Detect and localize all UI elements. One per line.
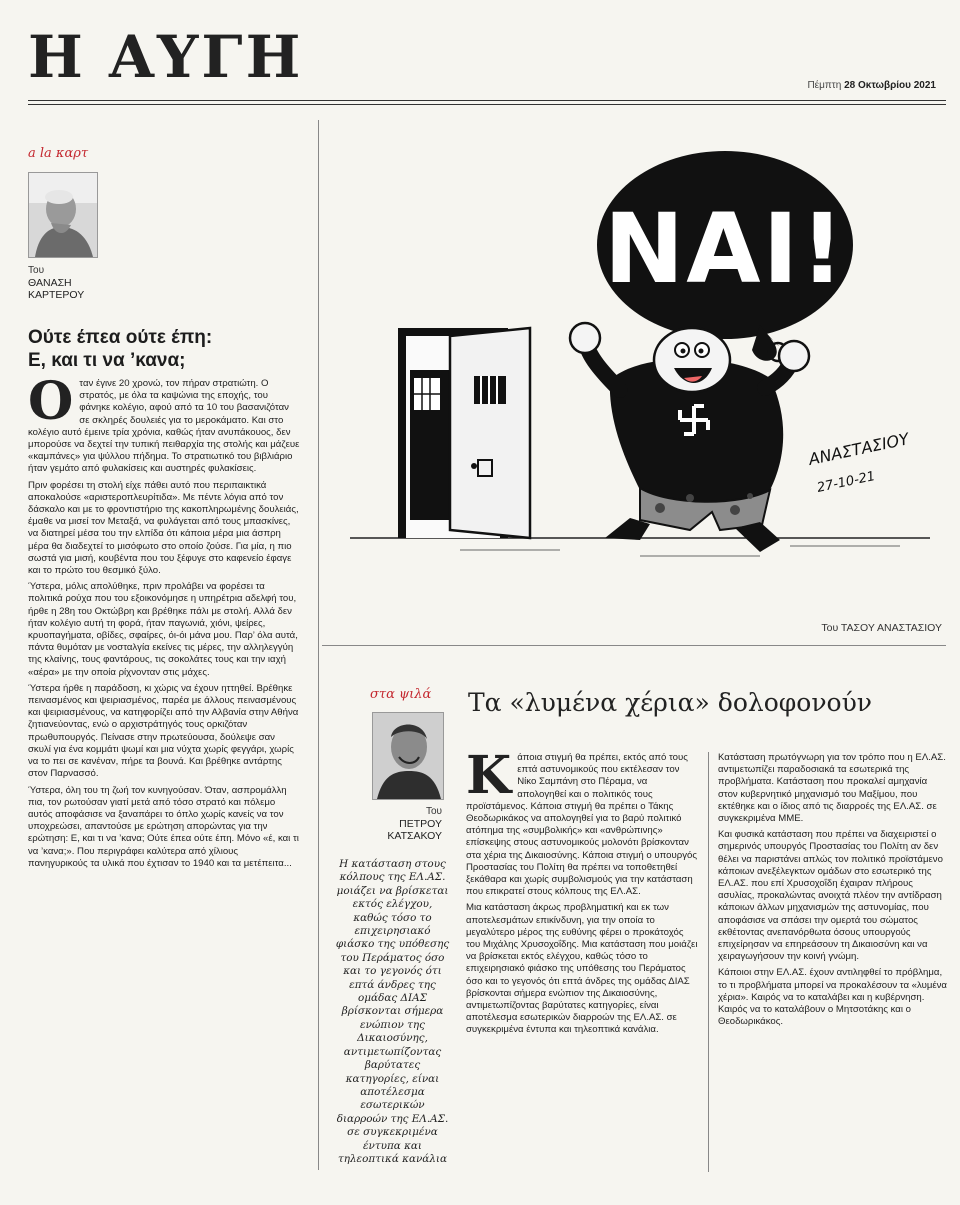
second-article-col2 xyxy=(718,752,948,1172)
cartoon-illustration xyxy=(340,120,940,620)
author-prefix: Του xyxy=(28,265,45,276)
second-col1-paragraph-1: άποια στιγμή θα πρέπει, εκτός από τους επτά αστυνομικούς που εκτέλεσαν τον Νίκο Σαμπάνη στο Πέραμα, να απολογηθεί και ο πολιτικός τους προϊστάμενος. Κάποια στιγμή θα πρέπει ο Τάκης Θεοδωρικάκος να απολογηθεί για το βαρύ πολιτικό ατόπημα της «συμβολικής» και «ανθρώπινης» επίσκεψης στους αστυνομικούς μολονότι βρίσκονταν στα χέρια της Δικαιοσύνης. Κάποια στιγμή ο υπουργός Προστασίας του Πολίτη θα πρέπει να τοποθετηθεί ξεκάθαρα και χωρίς συμβολισμούς για την κατάσταση που επικρατεί στους κόλπους της ΕΛ.ΑΣ. xyxy=(466,752,697,898)
second-dropcap: Κ xyxy=(466,752,512,806)
cartoon-credit xyxy=(821,622,942,634)
cartoon-divider xyxy=(322,645,946,646)
cartoon-credit-prefix: Του xyxy=(821,622,839,634)
masthead: Η ΑΥΓΗ xyxy=(28,23,304,91)
author-byline-katsakos xyxy=(372,806,442,842)
author-first-name: ΠΕΤΡΟΥ xyxy=(399,818,442,830)
second-article-col1 xyxy=(466,752,698,1172)
second-col1-paragraph-2: Μια κατάσταση άκρως προβληματική και εκ των αποτελεσμάτων επικίνδυνη, για την οποία το μεγαλύτερο μέρος της ευθύνης φέρει ο προκάτοχός του Μιχάλης Χρυσοχοΐδης. Μια κατάσταση που μοιάζει να βρίσκεται εκτός ελέγχου, καθώς τόσο το επιχειρησιακό φιάσκο της υπόθεσης του Περάματος όσο και το γεγονός ότι επτά άνδρες της ομάδας ΔΙΑΣ βρίσκονται σήμερα ενώπιον της Δικαιοσύνης, αντιμετωπίζοντας βαρύτατες κατηγορίες, είναι αποτέλεσμα εσωτερικών διαρροών της ΕΛ.ΑΣ. σε συγκεκριμένα έντυπα και τηλεοπτικά κανάλια. xyxy=(466,902,698,1036)
author-photo-karteros xyxy=(28,172,98,258)
author-first-name: ΘΑΝΑΣΗ xyxy=(28,277,72,289)
left-article-body xyxy=(28,378,300,1168)
second-col2-paragraph-2: Και φυσικά κατάσταση που πρέπει να διαχειριστεί ο σημερινός υπουργός Προστασίας του Πολίτη αν δεν θέλει να παριστάνει απλώς τον πολιτικό προϊστάμενο κάποιων ανεξέλεγκτων ομάδων στο εσωτερικό της ΕΛ.ΑΣ. που επί Χρυσοχοΐδη έχαιραν πλήρους ασυλίας, προκαλώντας ανοιχτά πλέον την αντίδραση κάποιων άλλων μηχανισμών της αστυνομίας, που αποφάσισε να σπάσει την ομερτά του σώματος εκθέτοντας ανεπανόρθωτα όσους υπουργούς επιχείρησαν να επηρεάσουν τη Δικαιοσύνη και να χειραγωγήσουν την κοινή γνώμη. xyxy=(718,829,943,963)
author-last-name: ΚΑΡΤΕΡΟΥ xyxy=(28,289,85,301)
author-byline-karteros xyxy=(28,265,84,301)
left-dropcap: Ο xyxy=(28,378,74,432)
speech-text: ΝΑΙ! xyxy=(603,193,847,305)
cartoon-signature-name: ΑΝΑΣΤΑΣΙΟΥ xyxy=(806,429,911,469)
second-headline: Τα «λυμένα χέρια» δολοφονούν xyxy=(468,688,872,717)
date-day: Πέμπτη xyxy=(807,80,842,91)
left-headline-line2: Ε, και τι να ’κανα; xyxy=(28,350,186,371)
date-rest: 28 Οκτωβρίου 2021 xyxy=(844,80,936,91)
left-paragraph-1: ταν έγινε 20 χρονώ, τον πήραν στρατιώτη. Ο στρατός, με όλα τα καψώνια της εποχής, του φάνηκε κολέγιο, αφού από τα 10 του βασανιζόταν σε σκληρές δουλειές για το μεροκάματο. Και στο κολέγιο αυτό έμεινε τρία χρόνια, καθώς ήταν ανυπάκουος, δεν μπορούσε να δεχτεί την τυπική πειθαρχία της στολής και μάζευε «καμπάνες» για ψύλλου πήδημα. Το στρατιωτικό του βιβλιάριο ήταν γεμάτο από φυλακίσεις και αυστηρές φυλακίσεις. xyxy=(28,378,300,475)
pull-quote: Η κατάσταση στους κόλπους της ΕΛ.ΑΣ. μοιάζει να βρίσκεται εκτός ελέγχου, καθώς τόσο το επιχειρησιακό φιάσκο της υπόθεσης του Περάματος όσο και το γεγονός ότι επτά άνδρες της ομάδας ΔΙΑΣ βρίσκονται σήμερα ενώπιον της Δικαιοσύνης, αντιμετωπίζοντας βαρύτατες κατηγορίες, είναι αποτέλεσμα εσωτερικών διαρροών της ΕΛ.ΑΣ. σε συγκεκριμένα έντυπα και τηλεοπτικά κανάλια xyxy=(335,858,450,1165)
second-col2-paragraph-3: Κάποιοι στην ΕΛ.ΑΣ. έχουν αντιληφθεί το πρόβλημα, το τι προβλήματα μπορεί να προκαλέσουν τα «λυμένα χέρια». Καιρός να το καταλάβει και η κυβέρνηση. Καιρός να το καταλάβουν ο Μητσοτάκης και ο Θεοδωρικάκος. xyxy=(718,967,947,1028)
left-paragraph-4: Ύστερα ήρθε η παράδοση, κι χώρις να έχουν ηττηθεί. Βρέθηκε πεινασμένος και ψειριασμένος, παρέα με άλλους πεινασμένους και ψειριασμένους, να κατηφορίζει από την Αλβανία στην Αθήνα ζητιανεύοντας, ενώ ο αρχιστράτηγός τους ορκιζόταν πρωθυπουργός. Πείνασε στην πρωτεύουσα, δούλεψε σαν σκυλί για ένα κομμάτι ψωμί και μια νύχτα χωρίς φεγγάρι, χωρίς να το πει σε κανέναν, πήρε τα βουνά. Και βρέθηκε αντάρτης στον Παρνασσό. xyxy=(28,682,299,780)
column-divider xyxy=(318,120,319,1170)
cartoon xyxy=(340,120,940,620)
author-prefix: Του xyxy=(425,806,442,817)
author-photo-katsakos xyxy=(372,712,444,800)
left-paragraph-5: Ύστερα, όλη του τη ζωή τον κυνηγούσαν. Όταν, ασπρομάλλη πια, τον ρωτούσαν γιατί μετά από τόσο στρατό και πόλεμο αυτός αποφάσισε να ξαναπάρει το όπλο χωρίς κανείς να τον υποχρεώσει, απαντούσε με ερώτηση απορώντας για την ερώτηση: Ε, και τι να ’κανα; Ούτε έπεα ούτε έπη. Μόνο «έ, και τι να ’κανα;». Που περιγράφει καλύτερα από χίλιους πανηγυρικούς τα υλικά που έχτισαν το 1940 και τα μετέπειτα... xyxy=(28,784,299,869)
left-headline-line1: Ούτε έπεα ούτε έπη: xyxy=(28,327,213,348)
author-portrait-icon xyxy=(29,173,97,257)
dateline xyxy=(807,80,936,91)
second-article-divider xyxy=(708,752,709,1172)
author-last-name: ΚΑΤΣΑΚΟΥ xyxy=(387,830,442,842)
left-paragraph-3: Ύστερα, μόλις απολύθηκε, πριν προλάβει να φορέσει τα πολιτικά ρούχα που του εξοικονόμησε η υπηρέτρια αδελφή του, ήρθε η 28η του Οκτώβρη και βρέθηκε πάλι με στολή. Αλλά δεν ήταν κολέγιο αυτή τη φορά, ήταν παγωνιά, χιόνι, ψείρες, κρυοπαγήματα, οβίδες, σφαίρες, όι-όι μάνα μου. Παρ’ όλα αυτά, πάντα θυμόταν με νοσταλγία εκείνες τις μέρες, την αλληλεγγύη της κλαίνης, τους φαντάρους, τις σοκολάτες τους και την ιαχή «αέρα» με την οποία ρίχνονταν στις μάχες. xyxy=(28,581,298,678)
left-paragraph-2: Πριν φορέσει τη στολή είχε πάθει αυτό που περιπαικτικά αποκαλούσε «αριστεροπλευρίτιδα». Με πέντε λόγια από τον δάσκαλο και με το φροντιστήριο της κακοπληρωμένης δουλειάς, έμαθε να μισεί τον Μεταξά, να φυλάγεται από τους μπασκίνες, να διατηρεί μέσα του την ελπίδα ότι κάποια μέρα μια άσπρη μέρα θα διαδεχτεί το μισόφωτο στο οποίο ζούσε. Για μία, η πιο σωστά για μισή, κουβέντα που του ξέφυγε στο καφενείο έφαγε και το πρώτο του θεσμικό ξύλο. xyxy=(28,479,299,577)
author-portrait-icon xyxy=(373,713,443,799)
top-rule xyxy=(28,100,946,105)
kicker-sta-psila: στα ψιλά xyxy=(370,687,432,702)
cartoon-credit-name: ΤΑΣΟΥ ΑΝΑΣΤΑΣΙΟΥ xyxy=(840,622,942,634)
left-headline xyxy=(28,326,298,372)
second-col2-paragraph-1: Κατάσταση πρωτόγνωρη για τον τρόπο που η ΕΛ.ΑΣ. αντιμετωπίζει παραδοσιακά τα εσωτερικά της προβλήματα. Κατάσταση που προκαλεί αμηχανία στον κυβερνητικό μηχανισμό του Μαξίμου, που εκτέθηκε και ο ίδιος από τις διαρροές της ΕΛ.ΑΣ. σε συγκεκριμένα ΜΜΕ. xyxy=(718,752,946,825)
kicker-a-la-carte: a la καρτ xyxy=(28,146,89,161)
cartoon-signature-date: 27-10-21 xyxy=(815,468,877,496)
